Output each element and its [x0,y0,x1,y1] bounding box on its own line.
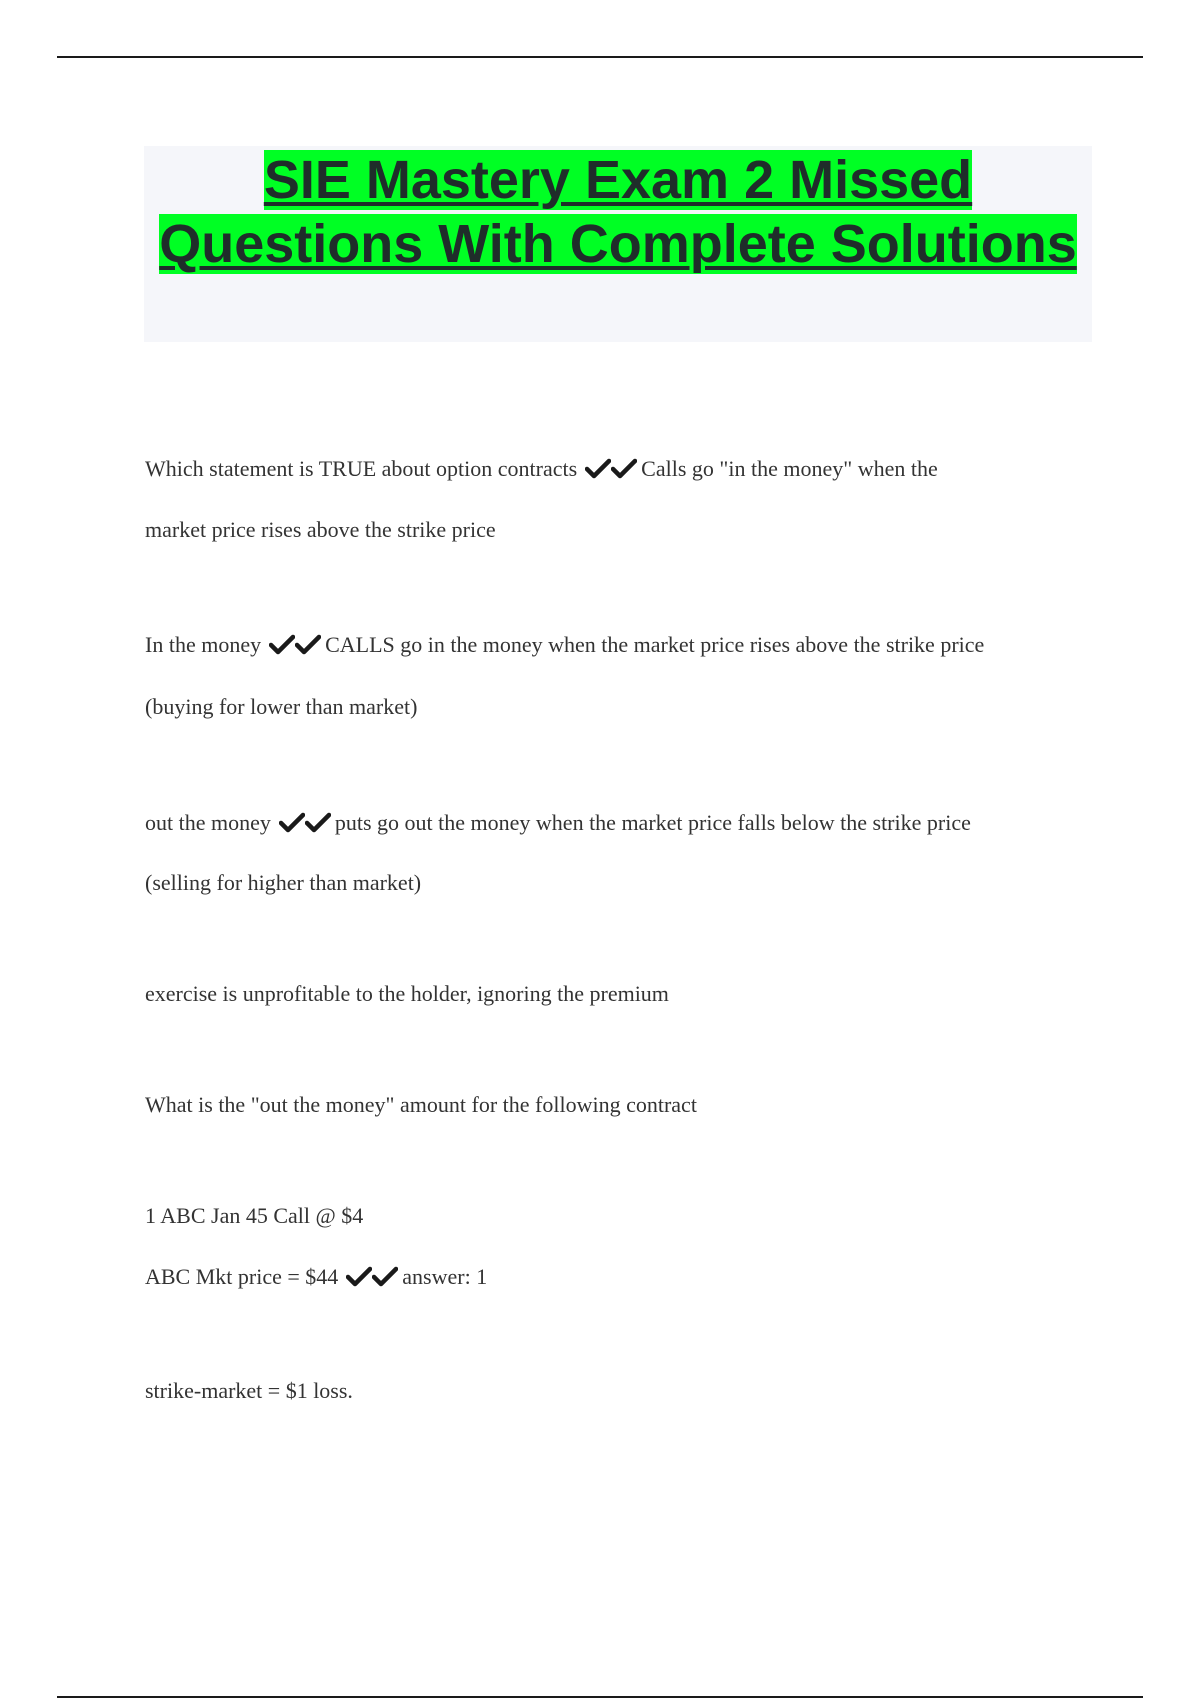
entry-1-answer-line-2: market price rises above the strike price [145,517,496,542]
calculation-line: strike-market = $1 loss. [145,1378,353,1403]
entry-1-answer-line-1: Calls go "in the money" when the [641,456,938,481]
contract-line: 1 ABC Jan 45 Call @ $4 [145,1203,364,1228]
title-banner [144,146,1092,342]
entry-1-term: Which statement is TRUE about option contracts [145,456,578,481]
entry-2-line-1 [145,631,984,659]
entry-3-answer-line-1: puts go out the money when the market price falls below the strike price [334,810,971,835]
double-checkmark-icon [269,632,321,657]
document-title: SIE Mastery Exam 2 Missed Questions With Complete Solutions [159,150,1077,274]
double-checkmark-icon [585,456,637,481]
entry-3-answer-line-2: (selling for higher than market) [145,870,422,895]
entry-3-term: out the money [145,810,271,835]
unprofitable-paragraph: exercise is unprofitable to the holder, ignoring the premium [145,981,669,1006]
entry-2-answer-line-2: (buying for lower than market) [145,694,418,719]
double-checkmark-icon [279,810,331,835]
entry-2-term: In the money [145,632,262,657]
entry-2-answer-line-1: CALLS go in the money when the market price rises above the strike price [325,632,985,657]
double-checkmark-icon [346,1264,398,1289]
entry-3-line-1 [145,809,971,837]
answer-text: answer: 1 [402,1264,488,1289]
otm-question: What is the "out the money" amount for the following contract [145,1092,697,1117]
entry-1-line-1 [145,455,938,483]
top-rule [57,56,1143,58]
bottom-rule [57,1696,1143,1698]
market-price-line [145,1263,487,1291]
market-price-text: ABC Mkt price = $44 [145,1264,339,1289]
